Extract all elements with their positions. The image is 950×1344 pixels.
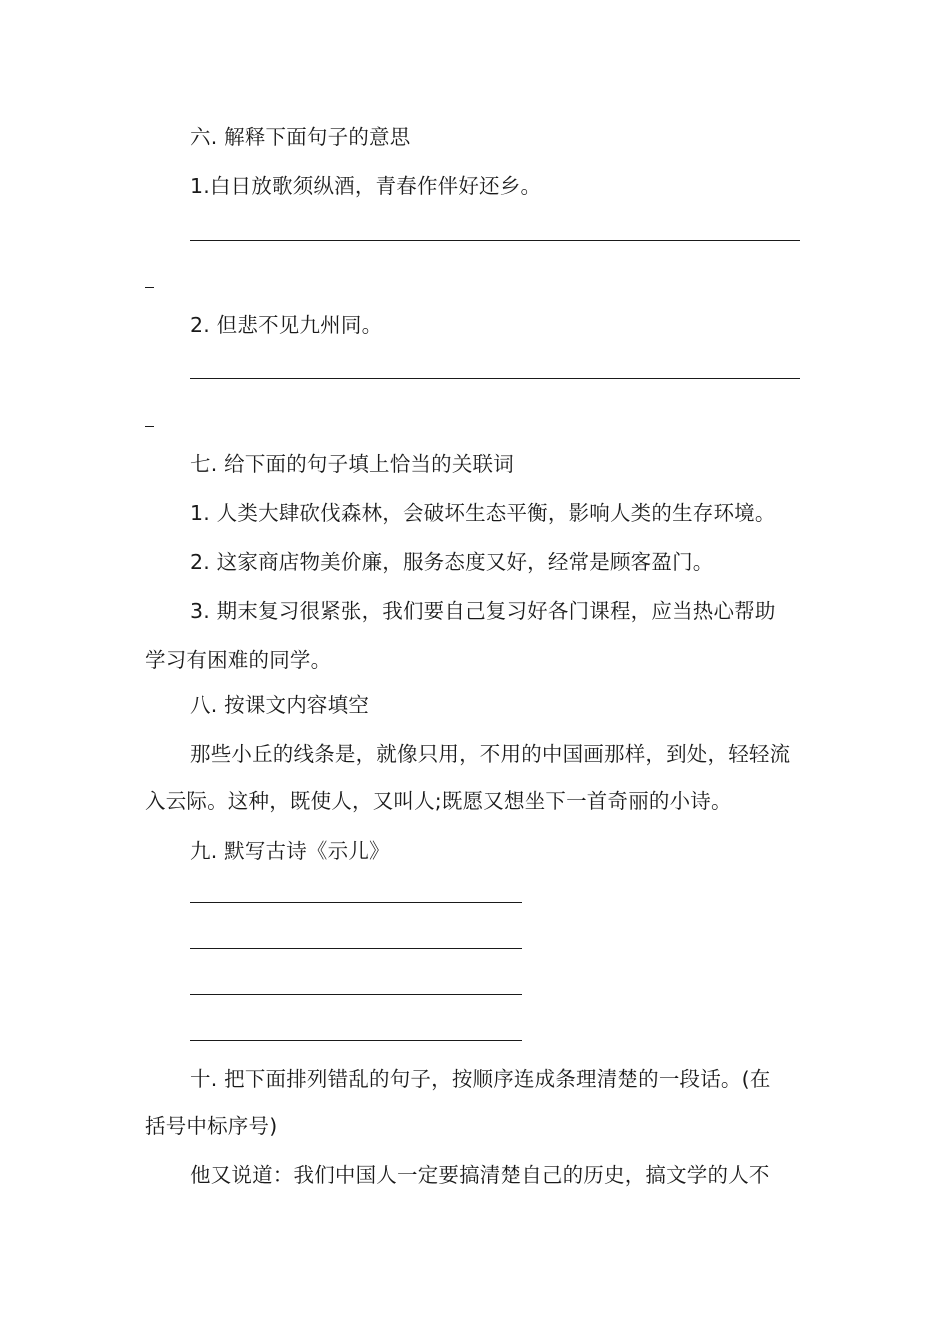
section-7-question-3-cont: 学习有困难的同学。 xyxy=(145,648,332,672)
poem-line-2 xyxy=(190,948,522,949)
section-7-question-3: 3. 期末复习很紧张，我们要自己复习好各门课程，应当热心帮助 xyxy=(190,599,776,623)
poem-line-1 xyxy=(190,902,522,903)
section-6-question-1: 1.白日放歌须纵酒，青春作伴好还乡。 xyxy=(190,174,542,198)
section-8-heading: 八. 按课文内容填空 xyxy=(190,693,370,717)
section-6-question-2: 2. 但悲不见九州同。 xyxy=(190,313,383,337)
answer-line-6-2 xyxy=(190,378,800,379)
section-7-question-1: 1. 人类大肆砍伐森林，会破坏生态平衡，影响人类的生存环境。 xyxy=(190,501,776,525)
section-10-heading-cont: 括号中标序号) xyxy=(145,1114,278,1138)
answer-line-6-2-tail xyxy=(145,426,154,427)
section-10-heading: 十. 把下面排列错乱的句子，按顺序连成条理清楚的一段话。(在 xyxy=(190,1067,771,1091)
section-8-passage-line-1: 那些小丘的线条是，就像只用，不用的中国画那样，到处，轻轻流 xyxy=(190,742,791,766)
poem-line-4 xyxy=(190,1040,522,1041)
section-6-heading: 六. 解释下面句子的意思 xyxy=(190,125,411,149)
section-9-heading: 九. 默写古诗《示儿》 xyxy=(190,839,390,863)
section-8-passage-line-2: 入云际。这种，既使人，又叫人;既愿又想坐下一首奇丽的小诗。 xyxy=(145,789,732,813)
section-7-question-2: 2. 这家商店物美价廉，服务态度又好，经常是顾客盈门。 xyxy=(190,550,714,574)
answer-line-6-1-tail xyxy=(145,287,154,288)
poem-line-3 xyxy=(190,994,522,995)
section-7-heading: 七. 给下面的句子填上恰当的关联词 xyxy=(190,452,514,476)
answer-line-6-1 xyxy=(190,240,800,241)
section-10-paragraph-line-1: 他又说道：我们中国人一定要搞清楚自己的历史，搞文学的人不 xyxy=(190,1163,770,1187)
